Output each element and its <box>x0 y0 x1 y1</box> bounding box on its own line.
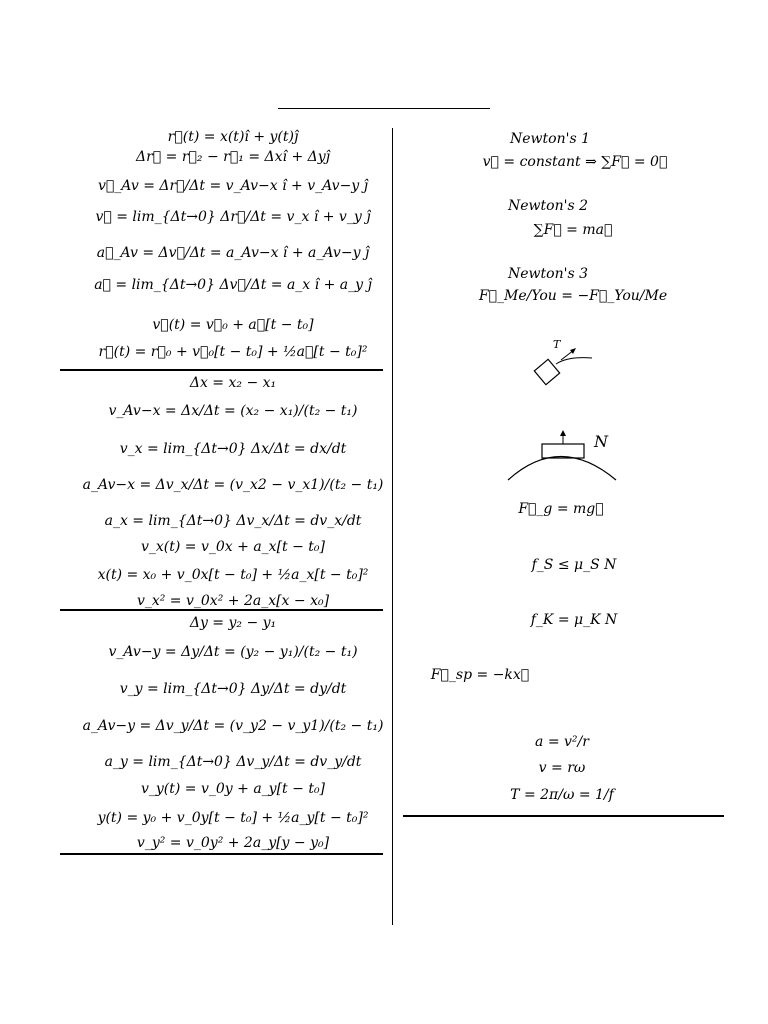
equation: a⃗_Av = Δv⃗/Δt = a_Av−x î + a_Av−y ĵ <box>96 245 370 261</box>
equation: v_x² = v_0x² + 2a_x[x − x₀] <box>136 593 330 609</box>
equation: v_y(t) = v_0y + a_y[t − t₀] <box>140 781 326 797</box>
section-rule-vector <box>60 369 383 371</box>
tension-label: T <box>553 338 561 351</box>
equation: Δy = y₂ − y₁ <box>189 615 277 631</box>
kinetic-friction-equation: f_K = μ_K N <box>530 612 618 628</box>
angular-velocity-equation: v = rω <box>538 760 586 776</box>
title-rule <box>278 108 490 109</box>
newton-third-equation: F⃗_Me/You = −F⃗_You/Me <box>478 288 668 304</box>
equation: Δx = x₂ − x₁ <box>189 375 277 391</box>
centripetal-equation: a = v²/r <box>535 734 589 750</box>
equation: a_x = lim_{Δt→0} Δv_x/Δt = dv_x/dt <box>104 513 362 529</box>
section-rule-right <box>403 815 724 817</box>
equation: r⃗(t) = r⃗₀ + v⃗₀[t − t₀] + ½a⃗[t − t₀]² <box>98 344 368 360</box>
equation: x(t) = x₀ + v_0x[t − t₀] + ½a_x[t − t₀]² <box>97 567 369 583</box>
column-divider <box>392 128 393 925</box>
equation: Δr⃗ = r⃗₂ − r⃗₁ = Δxî + Δyĵ <box>136 149 330 165</box>
newton-first-equation: v⃗ = constant ⇒ ∑F⃗ = 0⃗ <box>482 154 668 170</box>
equation: a_Av−x = Δv_x/Δt = (v_x2 − v_x1)/(t₂ − t₁) <box>82 477 384 493</box>
section-rule-y <box>60 853 383 855</box>
static-friction-equation: f_S ≤ μ_S N <box>531 557 617 573</box>
equation: v_x(t) = v_0x + a_x[t − t₀] <box>141 539 325 555</box>
normal-force-label: N <box>594 432 608 451</box>
equation: v⃗ = lim_{Δt→0} Δr⃗/Δt = v_x î + v_y ĵ <box>95 209 371 225</box>
equation: v⃗_Av = Δr⃗/Δt = v_Av−x î + v_Av−y ĵ <box>97 178 369 194</box>
gravity-equation: F⃗_g = mg⃗ <box>518 501 604 517</box>
newton-second-label: Newton's 2 <box>508 198 588 214</box>
equation: v_x = lim_{Δt→0} Δx/Δt = dx/dt <box>119 441 347 457</box>
equation: r⃗(t) = x(t)î + y(t)ĵ <box>167 129 299 145</box>
equation: a_y = lim_{Δt→0} Δv_y/Δt = dv_y/dt <box>104 754 362 770</box>
equation: a⃗ = lim_{Δt→0} Δv⃗/Δt = a_x î + a_y ĵ <box>94 277 372 293</box>
spring-force-equation: F⃗_sp = −kx⃗ <box>430 667 530 683</box>
newton-third-label: Newton's 3 <box>508 266 588 282</box>
period-equation: T = 2π/ω = 1/f <box>510 787 614 803</box>
equation: y(t) = y₀ + v_0y[t − t₀] + ½a_y[t − t₀]² <box>97 810 369 826</box>
newton-first-label: Newton's 1 <box>510 131 590 147</box>
equation: a_Av−y = Δv_y/Δt = (v_y2 − v_y1)/(t₂ − t₁) <box>82 718 384 734</box>
equation: v_Av−y = Δy/Δt = (y₂ − y₁)/(t₂ − t₁) <box>108 644 358 660</box>
equation: v_Av−x = Δx/Δt = (x₂ − x₁)/(t₂ − t₁) <box>108 403 358 419</box>
equation: v_y² = v_0y² + 2a_y[y − y₀] <box>136 835 330 851</box>
equation: v_y = lim_{Δt→0} Δy/Δt = dy/dt <box>119 681 347 697</box>
newton-second-equation: ∑F⃗ = ma⃗ <box>533 222 613 238</box>
equation: v⃗(t) = v⃗₀ + a⃗[t − t₀] <box>152 317 314 333</box>
